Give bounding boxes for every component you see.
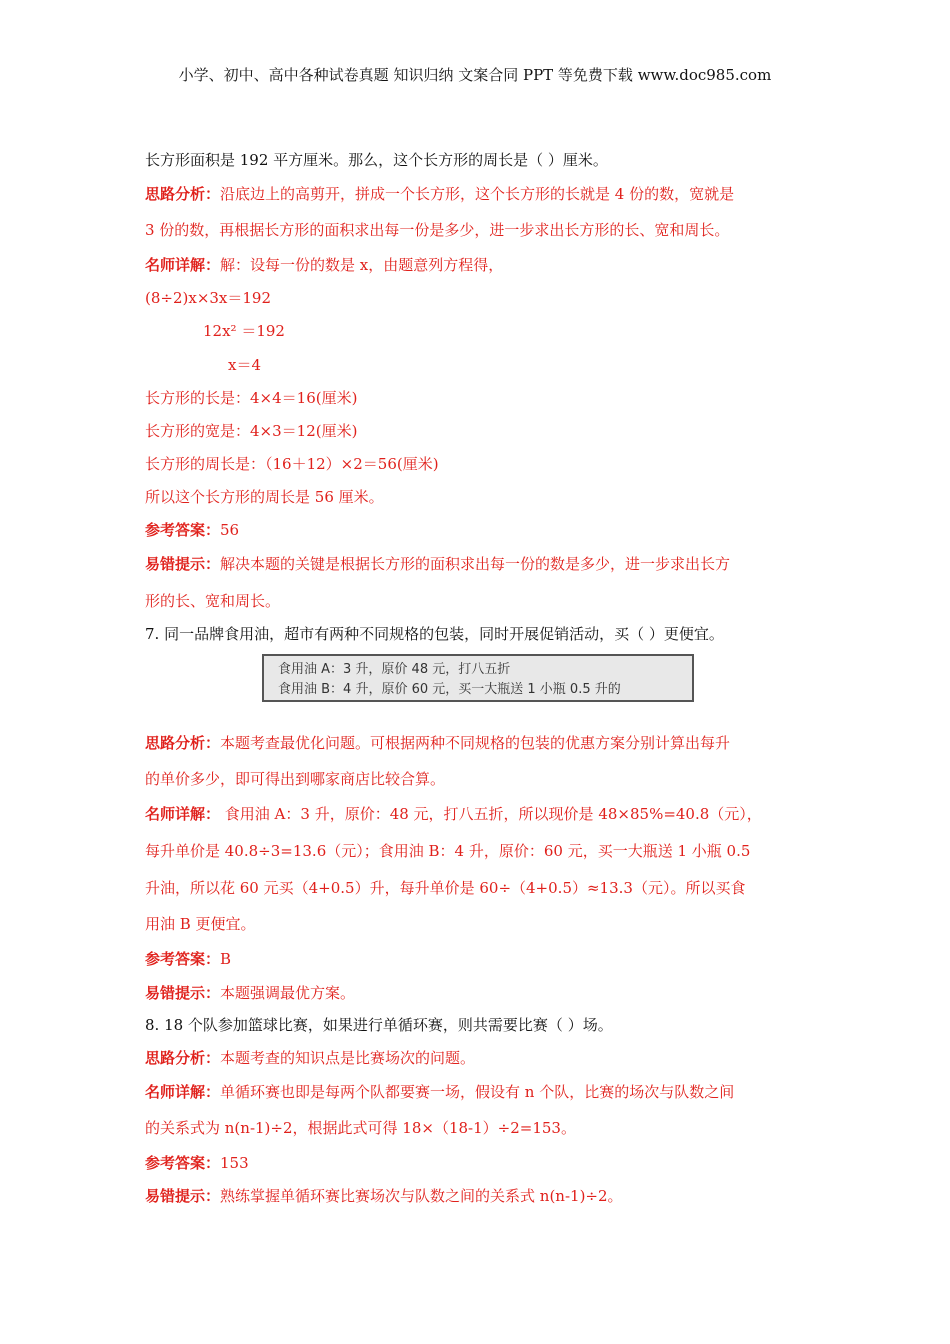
q6-stem: 长方形面积是 192 平方厘米。那么，这个长方形的周长是（ ）厘米。 [145, 151, 608, 169]
tip-label: 易错提示： [145, 555, 221, 573]
detail-label: 名师详解： [145, 805, 221, 823]
detail-text: 食用油 A：3 升，原价：48 元，打八五折，所以现价是 48×85%=40.8（元）， [220, 805, 762, 823]
q7-tip [145, 982, 355, 1003]
q7-detail [145, 803, 762, 824]
page-header: 小学、初中、高中各种试卷真题 知识归纳 文案合同 PPT 等免费下载 www.doc985.com [178, 66, 772, 84]
q6-equation-2: 12x² ＝192 [203, 322, 285, 340]
q7-detail-3: 升油，所以花 60 元买（4+0.5）升，每升单价是 60÷（4+0.5）≈13.3（元）。所以买食 [145, 879, 746, 897]
answer-value: B [220, 950, 232, 968]
q8-answer [145, 1152, 249, 1173]
oil-b-line: 食用油 B：4 升，原价 60 元，买一大瓶送 1 小瓶 0.5 升的 [278, 682, 621, 697]
q8-detail-2: 的关系式为 n(n-1)÷2，根据此式可得 18×（18-1）÷2=153。 [145, 1119, 576, 1137]
tip-label: 易错提示： [145, 1187, 221, 1205]
oil-a-line: 食用油 A：3 升，原价 48 元，打八五折 [278, 662, 511, 677]
q8-analysis [145, 1047, 475, 1068]
answer-value: 153 [220, 1154, 249, 1172]
analysis-label: 思路分析： [145, 185, 221, 203]
answer-label: 参考答案： [145, 1154, 221, 1172]
analysis-label: 思路分析： [145, 734, 221, 752]
detail-text: 解：设每一份的数是 x，由题意列方程得， [220, 256, 504, 274]
q6-equation-3: x＝4 [228, 356, 262, 374]
analysis-text: 沿底边上的高剪开，拼成一个长方形，这个长方形的长就是 4 份的数，宽就是 [220, 185, 735, 203]
tip-text: 解决本题的关键是根据长方形的面积求出每一份的数是多少，进一步求出长方 [220, 555, 731, 573]
q7-oil-info-box [262, 654, 694, 702]
q7-detail-2: 每升单价是 40.8÷3=13.6（元）；食用油 B：4 升，原价：60 元，买一大瓶送 1 小瓶 0.5 [145, 842, 751, 860]
q7-analysis-cont: 的单价多少，即可得出到哪家商店比较合算。 [145, 770, 446, 788]
q8-stem: 8. 18 个队参加篮球比赛，如果进行单循环赛，则共需要比赛（ ）场。 [145, 1016, 613, 1034]
answer-label: 参考答案： [145, 950, 221, 968]
q6-width: 长方形的宽是：4×3＝12(厘米) [145, 422, 358, 440]
q6-conclusion: 所以这个长方形的周长是 56 厘米。 [145, 488, 384, 506]
q6-equation-1: (8÷2)x×3x＝192 [145, 289, 272, 307]
q7-stem: 7. 同一品牌食用油，超市有两种不同规格的包装，同时开展促销活动，买（ ）更便宜。 [145, 625, 724, 643]
answer-label: 参考答案： [145, 521, 221, 539]
analysis-label: 思路分析： [145, 1049, 221, 1067]
q6-analysis [145, 183, 734, 204]
analysis-text: 本题考查最优化问题。可根据两种不同规格的包装的优惠方案分别计算出每升 [220, 734, 731, 752]
tip-text: 熟练掌握单循环赛比赛场次与队数之间的关系式 n(n-1)÷2。 [220, 1187, 623, 1205]
answer-value: 56 [220, 521, 240, 539]
q8-detail [145, 1081, 734, 1102]
q6-analysis-cont: 3 份的数，再根据长方形的面积求出每一份是多少，进一步求出长方形的长、宽和周长。 [145, 221, 730, 239]
q6-detail [145, 254, 503, 275]
q8-tip [145, 1185, 623, 1206]
q6-perimeter: 长方形的周长是：（16＋12）×2＝56(厘米) [145, 455, 439, 473]
q7-detail-4: 用油 B 更便宜。 [145, 915, 256, 933]
detail-label: 名师详解： [145, 1083, 221, 1101]
q6-length: 长方形的长是：4×4＝16(厘米) [145, 389, 358, 407]
q7-answer [145, 948, 231, 969]
tip-label: 易错提示： [145, 984, 221, 1002]
detail-text: 单循环赛也即是每两个队都要赛一场，假设有 n 个队，比赛的场次与队数之间 [220, 1083, 735, 1101]
q7-analysis [145, 732, 730, 753]
q6-tip-cont: 形的长、宽和周长。 [145, 592, 281, 610]
q6-tip [145, 553, 730, 574]
detail-label: 名师详解： [145, 256, 221, 274]
q6-answer [145, 519, 239, 540]
tip-text: 本题强调最优方案。 [220, 984, 356, 1002]
analysis-text: 本题考查的知识点是比赛场次的问题。 [220, 1049, 476, 1067]
